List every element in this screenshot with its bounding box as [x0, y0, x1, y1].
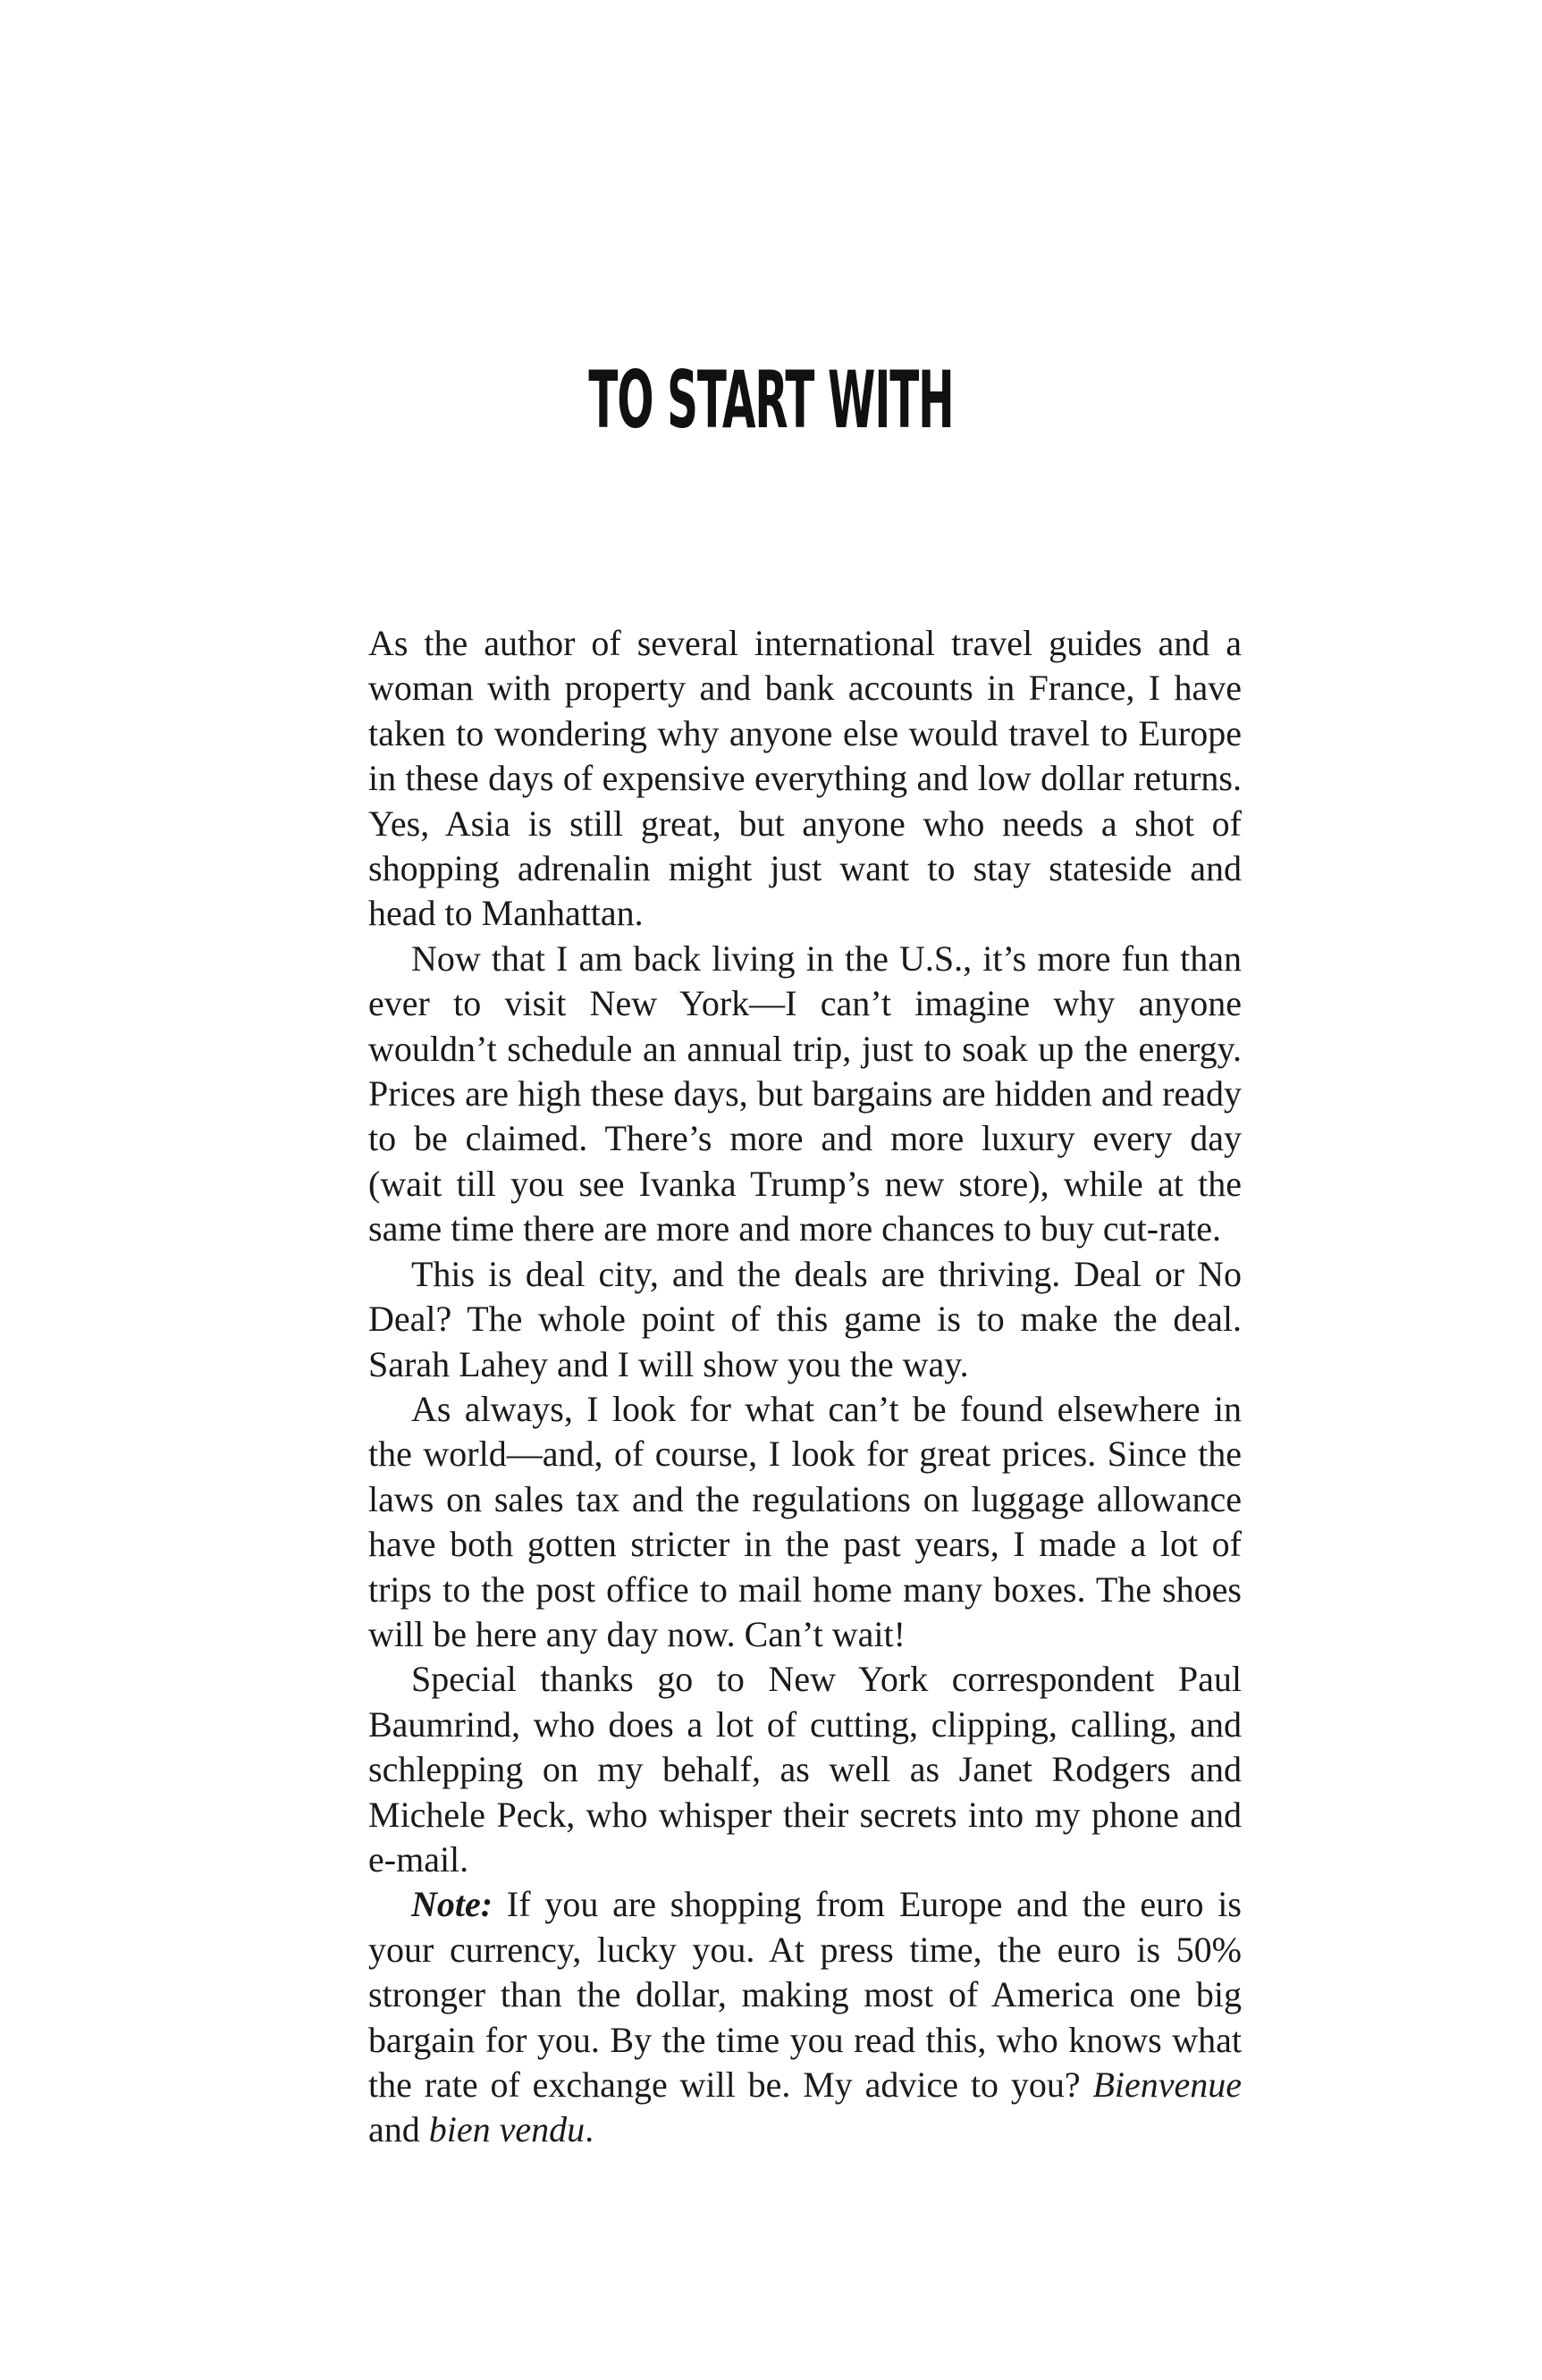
- chapter-title: TO START WITH: [588, 354, 954, 446]
- paragraph-deal-city: This is deal city, and the deals are thriving. Deal or No Deal? The whole point of this game is to make the deal. Sarah Lahey and I will show you the way.: [368, 1253, 1242, 1384]
- note-text: If you are shopping from Europe and the euro is your currency, lucky you. At press time, the euro is 50% stronger than the dollar, making most of America one big bargain for you. By the time you read this, who knows what the rate of exchange will be. My advice to you?: [368, 1884, 1242, 2105]
- paragraph-thanks: Special thanks go to New York correspondent Paul Baumrind, who does a lot of cutting, clipping, calling, and schlepping on my behalf, as well as Janet Rodgers and Michele Peck, who whisper their secrets into my phone and e-mail.: [368, 1659, 1242, 1880]
- paragraph-new-york: Now that I am back living in the U.S., it’s more fun than ever to visit New York—I can’t imagine why anyone wouldn’t schedule an annual trip, just to soak up the energy. Prices are high these days, but bargains are hidden and ready to be claimed. There’s more and more luxury every day (wait till you see Ivanka Trump’s new store), while at the same time there are more and more chances to buy cut-rate.: [368, 938, 1242, 1249]
- note-italic-bienvenue: Bienvenue: [1092, 2065, 1242, 2105]
- paragraph-note: [368, 1882, 1242, 2152]
- paragraph-intro: As the author of several international travel guides and a woman with property and bank accounts in France, I have taken to wondering why anyone else would travel to Europe in these days of expensive everything and low dollar returns. Yes, Asia is still great, but anyone who needs a shot of shopping adrenalin might just want to stay stateside and head to Manhattan.: [368, 623, 1242, 934]
- note-end: .: [585, 2109, 594, 2150]
- note-italic-bien-vendu: bien vendu: [428, 2109, 586, 2150]
- paragraph-as-always: As always, I look for what can’t be found elsewhere in the world—and, of course, I look for great prices. Since the laws on sales tax and the regulations on luggage allowance have both gotten stricter in the past years, I made a lot of trips to the post office to mail home many boxes. The shoes will be here any day now. Can’t wait!: [368, 1388, 1242, 1654]
- note-connector: and: [368, 2109, 429, 2150]
- note-label: Note:: [411, 1884, 493, 1925]
- chapter-body: [368, 621, 1242, 2153]
